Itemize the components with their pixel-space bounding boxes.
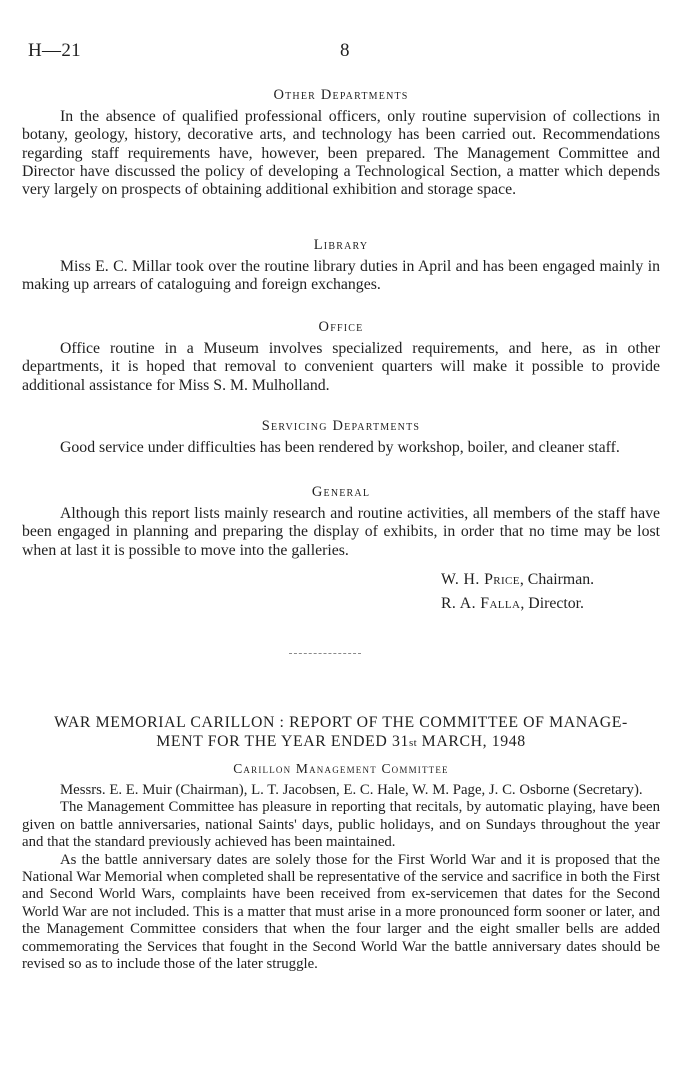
section-heading: Servicing Departments — [261, 418, 421, 434]
committee-heading: Carillon Management Committee — [233, 761, 449, 776]
signature-line — [441, 568, 594, 592]
section-body: Office routine in a Museum involves specialized requirements, and here, as in other departments, it is hoped that removal to convenient quarters will make it possible to provide additional assistance for Miss S. M. Mulholland. — [22, 340, 660, 394]
section-general — [22, 484, 660, 560]
signatory-role: , Director. — [520, 595, 584, 612]
carillon-report-body — [22, 761, 660, 973]
title-text: MENT FOR THE YEAR ENDED 31 — [156, 733, 409, 750]
committee-members: Messrs. E. E. Muir (Chairman), L. T. Jacobsen, E. C. Hale, W. M. Page, J. C. Osborne (Secretary). — [60, 782, 643, 798]
title-line: WAR MEMORIAL CARILLON : REPORT OF THE COMMITTEE OF MANAGE- — [54, 714, 628, 731]
carillon-report-title — [22, 713, 660, 753]
section-office — [22, 319, 660, 395]
section-heading: Other Departments — [273, 87, 409, 103]
signatory-role: , Chairman. — [519, 571, 595, 588]
section-heading: Library — [313, 237, 369, 253]
title-line — [22, 732, 660, 753]
section-other-departments — [22, 87, 660, 199]
section-library — [22, 237, 660, 295]
title-text: MARCH, 1948 — [417, 733, 526, 750]
signatory-name: R. A. Falla — [441, 595, 521, 612]
section-body: Although this report lists mainly research and routine activities, all members of the staff have been engaged in planning and preparing the display of exhibits, in order that no time may be lost when at last it is possible to move into the galleries. — [22, 505, 660, 559]
signatory-name: W. H. Price — [441, 571, 520, 588]
section-body: In the absence of qualified professional officers, only routine supervision of collections in botany, geology, history, decorative arts, and technology has been carried out. Recommendations regarding staff requirements have, however, been prepared. The Management Committee and Director have discussed the policy of developing a Technological Section, a matter which depends very largely on prospects of obtaining additional exhibition and storage space. — [22, 108, 660, 199]
section-divider — [289, 653, 361, 654]
section-heading: General — [311, 484, 371, 500]
signature-line — [441, 592, 594, 616]
signature-block — [441, 568, 594, 616]
title-superscript: st — [408, 737, 418, 749]
section-body: Good service under difficulties has been rendered by workshop, boiler, and cleaner staff. — [60, 439, 620, 456]
page-code: H—21 — [28, 40, 81, 61]
section-heading: Office — [318, 319, 364, 335]
report-paragraph: As the battle anniversary dates are solely those for the First World War and it is proposed that the National War Memorial when completed shall be representative of the service and sacrifice in both the First and Second World Wars, complaints have been received from ex-servicemen that dates for the Second World War are not included. This is a matter that must arise in a more pronounced form sooner or later, and the Management Committee considers that when the four larger and the eight smaller bells are added commemorating the Services that fought in the Second World War the battle anniversary dates should be revised so as to include those of the later struggle. — [22, 851, 660, 973]
section-body: Miss E. C. Millar took over the routine library duties in April and has been engaged mainly in making up arrears of cataloguing and foreign exchanges. — [22, 258, 660, 294]
report-paragraph: The Management Committee has pleasure in reporting that recitals, by automatic playing, have been given on battle anniversaries, national Saints' days, public holidays, and on Sundays throughout the year and that the standard previously achieved has been maintained. — [22, 799, 660, 851]
section-servicing-departments — [22, 418, 660, 457]
page-number: 8 — [340, 40, 350, 61]
